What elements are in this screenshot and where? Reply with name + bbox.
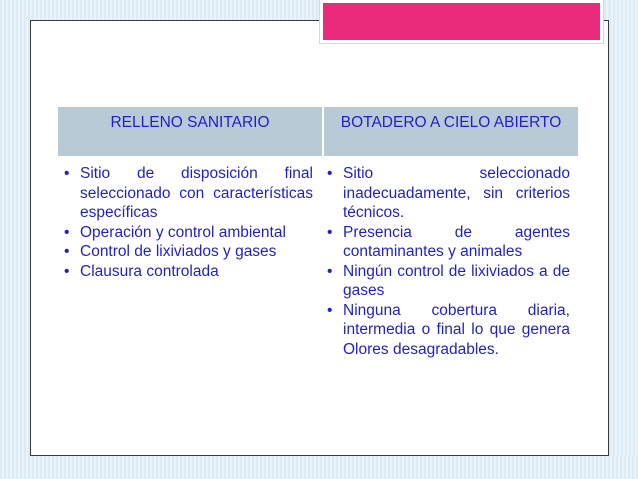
header-botadero-cielo-abierto: BOTADERO A CIELO ABIERTO: [323, 107, 578, 156]
list-item: [327, 223, 570, 262]
comparison-table: [58, 107, 578, 359]
bullet-icon: •: [327, 262, 333, 280]
item-text: Operación y control ambiental: [80, 223, 286, 241]
item-text: Ninguna cobertura diaria, intermedia o final lo que genera Olores desagradables.: [343, 301, 570, 358]
bullet-icon: •: [327, 165, 333, 182]
list-item: [327, 262, 570, 301]
table-header-row: [58, 107, 578, 156]
bullet-icon: •: [64, 243, 70, 260]
list-item: [64, 242, 313, 262]
table-row: [58, 156, 578, 359]
background-strip-left: [0, 0, 30, 479]
background-strip-bottom: [0, 455, 638, 479]
list-item: [327, 164, 570, 223]
botadero-cell: [323, 156, 578, 359]
accent-tab: [320, 0, 603, 43]
item-text: Sitio seleccionado inadecuadamente, sin criterios técnicos.: [343, 165, 570, 221]
bullet-icon: •: [327, 223, 333, 241]
bullet-icon: •: [64, 223, 70, 241]
bullet-icon: •: [64, 262, 70, 280]
bullet-icon: •: [64, 165, 70, 182]
item-text: Ningún control de lixiviados a de gases: [343, 262, 570, 299]
item-text: Control de lixiviados y gases: [80, 243, 277, 260]
list-item: [327, 301, 570, 360]
bullet-icon: •: [327, 301, 333, 319]
item-text: Presencia de agentes contaminantes y animales: [343, 223, 570, 260]
item-text: Sitio de disposición final seleccionado con características específicas: [80, 165, 313, 221]
relleno-cell: [58, 156, 323, 359]
list-item: [64, 223, 313, 243]
list-item: [64, 164, 313, 223]
item-text: Clausura controlada: [80, 262, 219, 280]
header-relleno-sanitario: RELLENO SANITARIO: [58, 107, 323, 156]
background-strip-right: [609, 0, 638, 479]
list-item: [64, 262, 313, 282]
